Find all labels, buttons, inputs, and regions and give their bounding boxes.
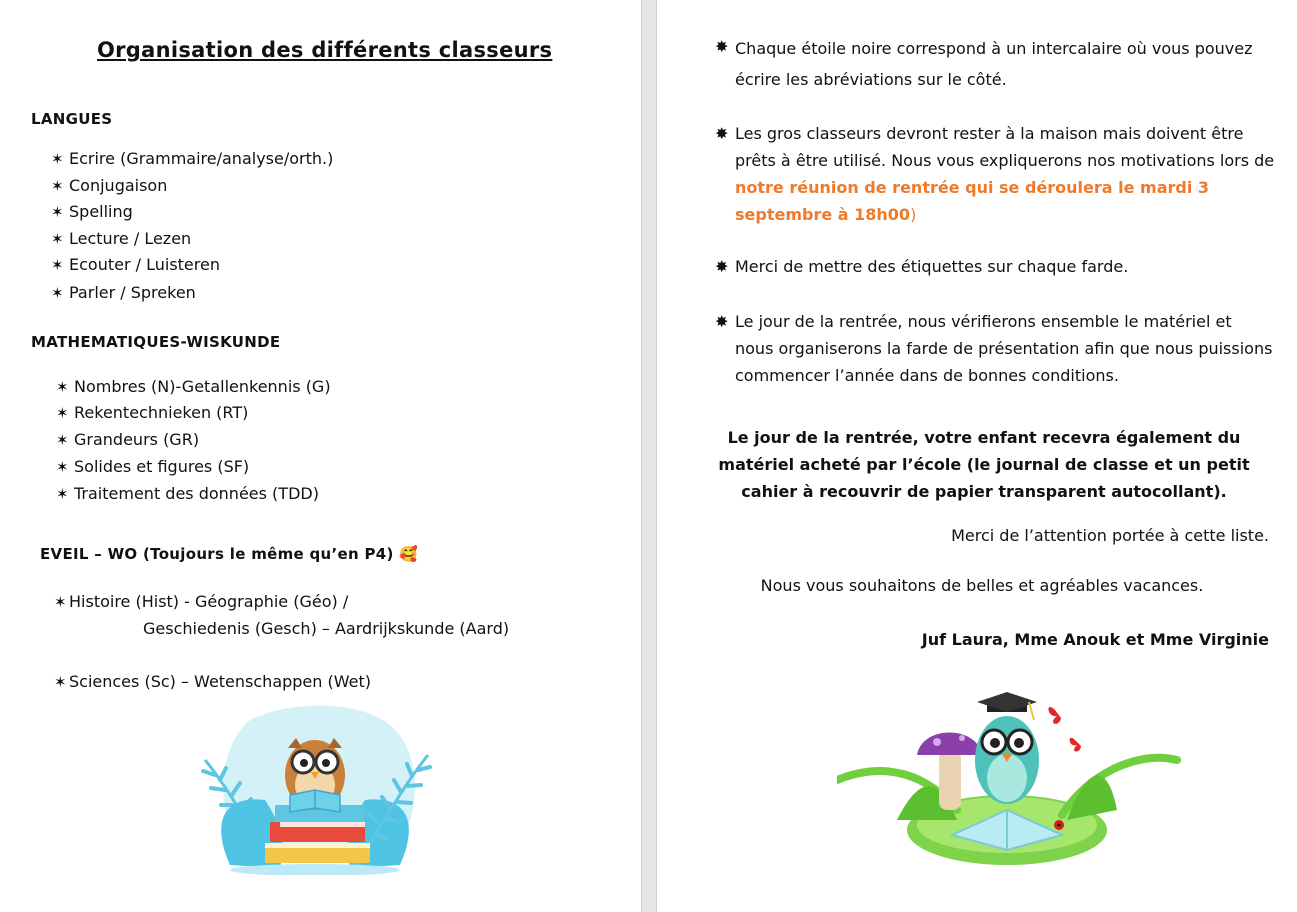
list-item: ✶ Histoire (Hist) - Géographie (Géo) / — [54, 592, 349, 611]
star-bullet-icon: ✶ — [56, 378, 69, 396]
star-bullet-icon: ✶ — [56, 404, 69, 422]
star-bullet-icon: ✸ — [715, 312, 729, 331]
star-bullet-icon: ✶ — [56, 485, 69, 503]
star-bullet-icon: ✶ — [51, 177, 64, 195]
list-item: ✶ Conjugaison — [51, 176, 168, 195]
star-bullet-icon: ✶ — [51, 284, 64, 302]
star-bullet-icon: ✸ — [715, 124, 729, 143]
list-item: ✶ Rekentechnieken (RT) — [56, 403, 249, 422]
star-bullet-icon: ✶ — [56, 458, 69, 476]
list-item: ✶ Spelling — [51, 202, 133, 221]
bullet-paragraph: ✸ Chaque étoile noire correspond à un intercalaire où vous pouvez écrire les abréviations sur le côté. — [715, 33, 1275, 95]
notice-paragraph: Le jour de la rentrée, votre enfant recevra également du matériel acheté par l’école (le journal de classe et un petit cahier à recouvrir de papier transparent autocollant). — [718, 428, 1250, 501]
list-item: ✶ Grandeurs (GR) — [56, 430, 200, 449]
star-bullet-icon: ✶ — [56, 431, 69, 449]
thanks-line: Merci de l’attention portée à cette liste. — [951, 526, 1269, 545]
list-item: ✶ Ecouter / Luisteren — [51, 255, 220, 274]
list-item-continuation: Geschiedenis (Gesch) – Aardrijkskunde (Aard) — [143, 619, 510, 638]
bullet-paragraph: ✸ Merci de mettre des étiquettes sur chaque farde. — [715, 253, 1275, 280]
star-bullet-icon: ✶ — [54, 593, 67, 611]
butterfly-icon — [1048, 707, 1081, 752]
star-bullet-icon: ✶ — [51, 230, 64, 248]
document-page-left — [0, 0, 641, 912]
list-item: ✶ Solides et figures (SF) — [56, 457, 250, 476]
star-bullet-icon: ✶ — [54, 673, 67, 691]
star-bullet-icon: ✶ — [51, 203, 64, 221]
list-item: ✶ Traitement des données (TDD) — [56, 484, 319, 503]
star-bullet-icon: ✶ — [51, 256, 64, 274]
owl-reading-books-illustration — [190, 700, 440, 875]
wishes-line: Nous vous souhaitons de belles et agréables vacances. — [760, 576, 1204, 595]
star-bullet-icon: ✶ — [51, 150, 64, 168]
page-gutter — [641, 0, 657, 912]
page-title: Organisation des différents classeurs — [97, 38, 553, 62]
list-item: ✶ Parler / Spreken — [51, 283, 196, 302]
section-heading-maths: MATHEMATIQUES-WISKUNDE — [31, 333, 281, 351]
list-item: ✶ Nombres (N)-Getallenkennis (G) — [56, 377, 331, 396]
bullet-paragraph: ✸ Les gros classeurs devront rester à la maison mais doivent être prêts à être utilisé. Nous vous expliquerons nos motivations lors de notre réunion de rentrée qui se déroulera le mardi 3 septembre à 18h00) — [715, 120, 1275, 228]
star-bullet-icon: ✸ — [715, 37, 729, 56]
list-item: ✶ Sciences (Sc) – Wetenschappen (Wet) — [54, 672, 371, 691]
section-heading-langues: LANGUES — [31, 110, 113, 128]
ladybug-icon — [1054, 820, 1064, 830]
list-item: ✶ Ecrire (Grammaire/analyse/orth.) — [51, 149, 334, 168]
document-page-right — [657, 0, 1297, 912]
bullet-paragraph: ✸ Le jour de la rentrée, nous vérifierons ensemble le matériel et nous organiserons la farde de présentation afin que nous puissions commencer l’année dans de bonnes conditions. — [715, 308, 1275, 389]
highlighted-meeting-date: notre réunion de rentrée qui se déroulera le mardi 3 septembre à 18h00 — [735, 178, 1210, 224]
list-item: ✶ Lecture / Lezen — [51, 229, 192, 248]
signature: Juf Laura, Mme Anouk et Mme Virginie — [921, 630, 1269, 649]
owl-graduate-on-book-illustration — [837, 690, 1182, 875]
section-heading-eveil: EVEIL – WO (Toujours le même qu’en P4) 🥰 — [40, 545, 419, 563]
star-bullet-icon: ✸ — [715, 257, 729, 276]
